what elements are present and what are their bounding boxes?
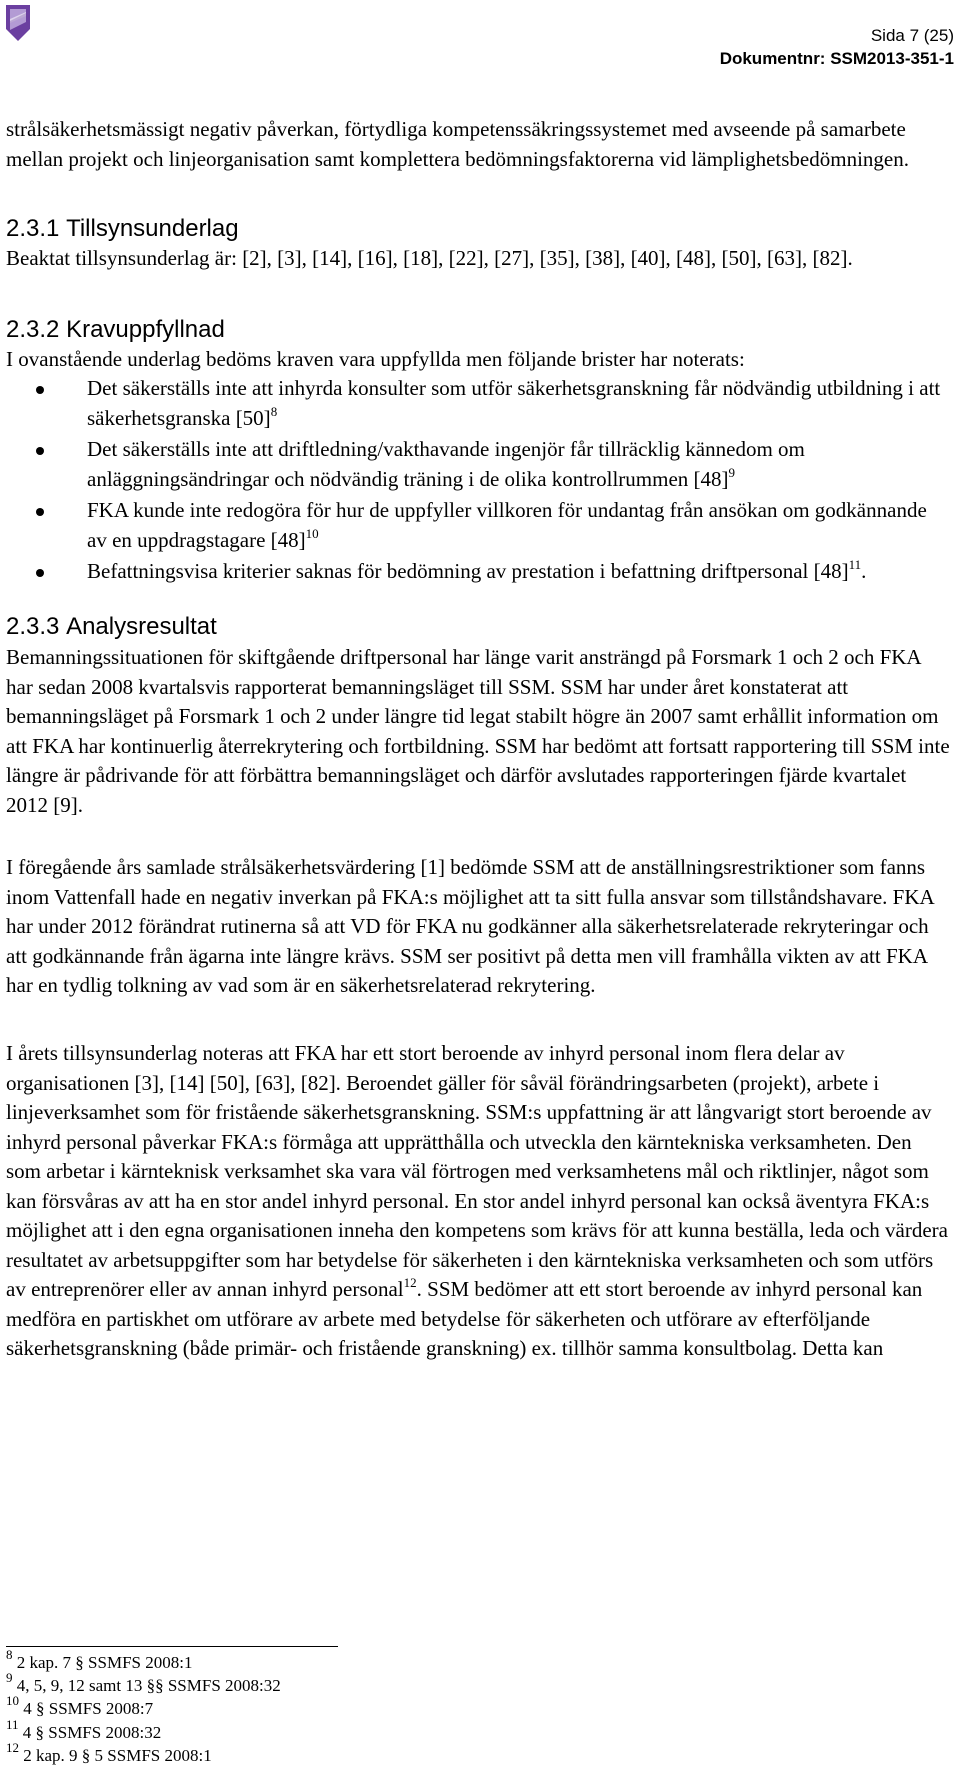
footnote xyxy=(6,1716,281,1744)
tillsynsunderlag-paragraph: Beaktat tillsynsunderlag är: [2], [3], [14], [16], [18], [22], [27], [35], [38], [40], [48], [50], [63], [82]. xyxy=(6,246,853,270)
list-item xyxy=(6,496,951,555)
footnote-ref: 12 xyxy=(403,1275,417,1290)
bullet-icon xyxy=(36,569,44,577)
footnote-text: 4 § SSMFS 2008:32 xyxy=(22,1722,162,1742)
analys-paragraph-2: I föregående års samlade strålsäkerhetsvärdering [1] bedömde SSM att de anställningsrestriktioner som fanns inom Vattenfall hade en negativ inverkan på FKA:s möjlighet att ta sitt fulla ansvar som tillståndshavare. FKA har under 2012 förändrat rutinerna så att VD för FKA nu godkänner alla säkerhetsrelaterade rekryteringar och att godkännande från ägarna inte längre krävs. SSM ser positivt på detta men vill framhålla vikten av att FKA har en tydlig tolkning av vad som är en säkerhetsrelaterad rekrytering. xyxy=(6,855,934,997)
heading-kravuppfyllnad xyxy=(6,315,225,345)
intro-paragraph: strålsäkerhetsmässigt negativ påverkan, förtydliga kompetenssäkringssystemet med avseende på samarbete mellan projekt och linjeorganisation samt komplettera bedömningsfaktorerna vid lämplighetsbedömningen. xyxy=(6,117,909,171)
analys-paragraph-3 xyxy=(6,1039,951,1364)
footnote-ref: 8 xyxy=(270,403,278,419)
list-item xyxy=(6,435,951,494)
list-item-text: Det säkerställs inte att inhyrda konsulter som utför säkerhetsgranskning får nödvändig utbildning i att säkerhetsgranska [50] xyxy=(87,376,941,430)
deficiency-list xyxy=(6,374,951,589)
section-number: 2.3.1 xyxy=(6,215,60,242)
heading-tillsynsunderlag xyxy=(6,214,239,244)
footnote-number: 9 xyxy=(6,1670,13,1686)
heading-analysresultat xyxy=(6,612,217,642)
footnote-ref: 9 xyxy=(728,464,736,480)
list-item-text: FKA kunde inte redogöra för hur de uppfyller villkoren för undantag från ansökan om godkännande av en uppdragstagare [48] xyxy=(87,498,927,552)
analys-paragraph-1: Bemanningssituationen för skiftgående driftpersonal har länge varit ansträngd på Forsmark 1 och 2 och FKA har sedan 2008 kvartalsvis rapporterat bemanningsläget till SSM. SSM har under året konstaterat att bemanningsläget på Forsmark 1 och 2 under längre tid legat stabilt högre än 2007 samt erhållit information om att FKA har kontinuerlig återrekrytering och fortbildning. SSM har bedömt att fortsatt rapportering till SSM inte längre är pådrivande för att förbättra bemanningsläget och därför avslutades rapporteringen fjärde kvartalet 2012 [9]. xyxy=(6,645,950,817)
bullet-icon xyxy=(36,447,44,455)
paragraph-text: I årets tillsynsunderlag noteras att FKA har ett stort beroende av inhyrd personal inom flera delar av organisationen [3], [14] [50], [63], [82]. Beroendet gäller för såväl förändringsarbeten (projekt), arbete i linjeverksamhet som för fristående säkerhetsgranskning. SSM:s uppfattning är att långvarigt stort beroende av inhyrd personal påverkar FKA:s förmåga att upprätthålla och utveckla den kärntekniska verksamheten. Den som arbetar i kärnteknisk verksamhet ska vara väl förtrogen med verksamhetens mål och riktlinjer, något som kan försvåras av att ha en stor andel inhyrd personal. En stor andel inhyrd personal kan också äventyra FKA:s möjlighet att i den egna organisationen inneha den kompetens som krävs för att kunna beställa, leda och värdera resultatet av arbetsuppgifter som har betydelse för säkerheten i den kärntekniska verksamheten och som utförs av entreprenörer eller av annan inhyrd personal xyxy=(6,1041,948,1301)
footnote-text: 4 § SSMFS 2008:7 xyxy=(23,1699,154,1719)
footnote xyxy=(6,1739,281,1767)
section-title: Tillsynsunderlag xyxy=(66,215,239,242)
list-item xyxy=(6,557,951,587)
footnote-divider xyxy=(6,1646,338,1647)
footnote-text: 4, 5, 9, 12 samt 13 §§ SSMFS 2008:32 xyxy=(16,1676,281,1696)
bullet-icon xyxy=(36,508,44,516)
list-item-text: Befattningsvisa kriterier saknas för bedömning av prestation i befattning driftpersonal [48] xyxy=(87,559,849,583)
section-title: Kravuppfyllnad xyxy=(66,316,225,343)
footnote-ref: 11 xyxy=(848,557,862,572)
footnote-ref: 10 xyxy=(305,525,319,541)
paragraph-text-continued: . SSM bedömer att ett stort beroende av inhyrd personal kan medföra en partiskhet om utförare av arbete med betydelse för säkerheten och utförare av efterföljande säkerhetsgranskning (både primär- och fristående granskning) ex. tillhör samma konsultbolag. Detta kan xyxy=(6,1277,923,1360)
footnote-text: 2 kap. 7 § SSMFS 2008:1 xyxy=(16,1653,193,1672)
list-item xyxy=(6,374,951,433)
footnote xyxy=(6,1647,281,1674)
document-number: Dokumentnr: SSM2013-351-1 xyxy=(719,49,954,68)
footnote-text: 2 kap. 9 § 5 SSMFS 2008:1 xyxy=(23,1745,212,1765)
section-number: 2.3.2 xyxy=(6,316,60,343)
footnote-number: 8 xyxy=(6,1647,13,1662)
list-item-end: . xyxy=(861,559,867,583)
section-title: Analysresultat xyxy=(66,613,217,640)
section-number: 2.3.3 xyxy=(6,613,60,640)
list-item-text: Det säkerställs inte att driftledning/vakthavande ingenjör får tillräcklig kännedom om anläggningsändringar och nödvändig träning i de olika kontrollrummen [48] xyxy=(87,437,805,491)
footnote-number: 11 xyxy=(6,1716,19,1732)
ssm-logo xyxy=(4,3,32,43)
footnote-number: 12 xyxy=(6,1739,19,1755)
footnote xyxy=(6,1693,281,1720)
page-number: Sida 7 (25) xyxy=(870,26,954,45)
kravuppfyllnad-intro: I ovanstående underlag bedöms kraven vara uppfyllda men följande brister har noterats: xyxy=(6,347,745,371)
footnote-number: 10 xyxy=(6,1693,19,1709)
bullet-icon xyxy=(36,386,44,394)
footnote xyxy=(6,1670,281,1697)
footnotes xyxy=(6,1647,281,1767)
